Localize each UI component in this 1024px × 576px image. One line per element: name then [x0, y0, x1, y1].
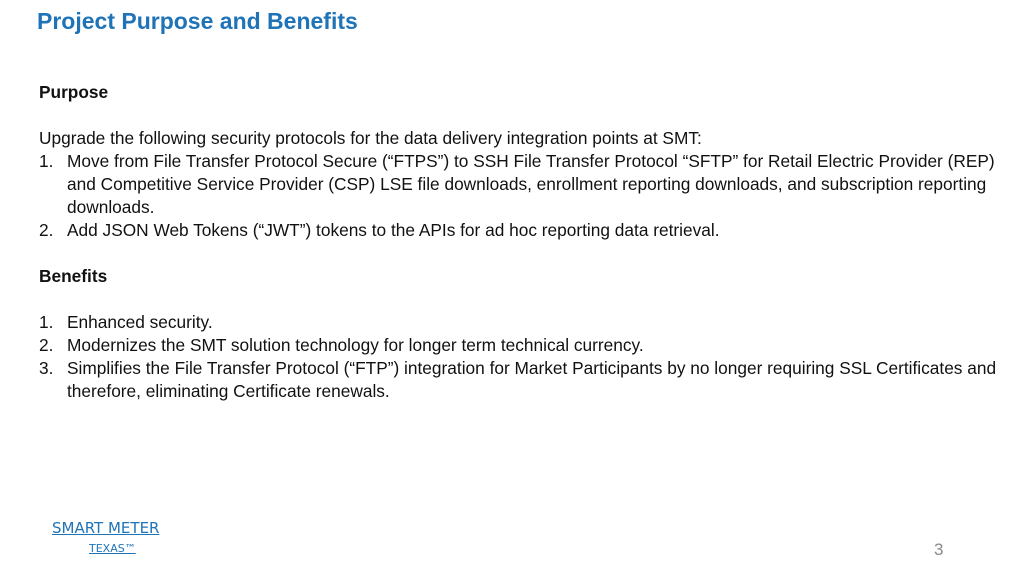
purpose-list: [39, 150, 999, 242]
page-number: 3: [934, 540, 944, 559]
list-item-text: Simplifies the File Transfer Protocol (“FTP”) integration for Market Participants by no longer requiring SSL Certificates and therefore, eliminating Certificate renewals.: [67, 358, 997, 401]
spacer: [39, 242, 999, 265]
list-number: 1.: [39, 312, 54, 332]
benefits-list-item: [39, 311, 999, 334]
list-item-text: Enhanced security.: [67, 312, 213, 332]
purpose-heading: Purpose: [39, 82, 109, 102]
benefits-heading: Benefits: [39, 266, 108, 286]
logo-line-texas: TEXAS™: [89, 542, 136, 555]
list-number: 1.: [39, 151, 54, 171]
spacer: [39, 288, 999, 311]
list-item-text: Modernizes the SMT solution technology for longer term technical currency.: [67, 335, 644, 355]
slide-body: [39, 81, 999, 403]
list-number: 2.: [39, 335, 54, 355]
purpose-list-item: [39, 150, 999, 219]
smart-meter-texas-logo: [52, 519, 159, 555]
list-number: 2.: [39, 220, 54, 240]
spacer: [39, 104, 999, 127]
list-number: 3.: [39, 358, 54, 378]
benefits-list-item: [39, 357, 999, 403]
benefits-list: [39, 311, 999, 403]
list-item-text: Move from File Transfer Protocol Secure (“FTPS”) to SSH File Transfer Protocol “SFTP” for Retail Electric Provider (REP) and Competitive Service Provider (CSP) LSE file downloads, enrollment reporting downloads, and subscription reporting downloads.: [67, 151, 995, 217]
benefits-list-item: [39, 334, 999, 357]
slide-title: Project Purpose and Benefits: [37, 8, 358, 34]
logo-line-smart-meter: SMART METER: [52, 519, 160, 537]
list-item-text: Add JSON Web Tokens (“JWT”) tokens to the APIs for ad hoc reporting data retrieval.: [67, 220, 720, 240]
purpose-list-item: [39, 219, 999, 242]
purpose-intro: Upgrade the following security protocols for the data delivery integration points at SMT:: [39, 128, 702, 148]
